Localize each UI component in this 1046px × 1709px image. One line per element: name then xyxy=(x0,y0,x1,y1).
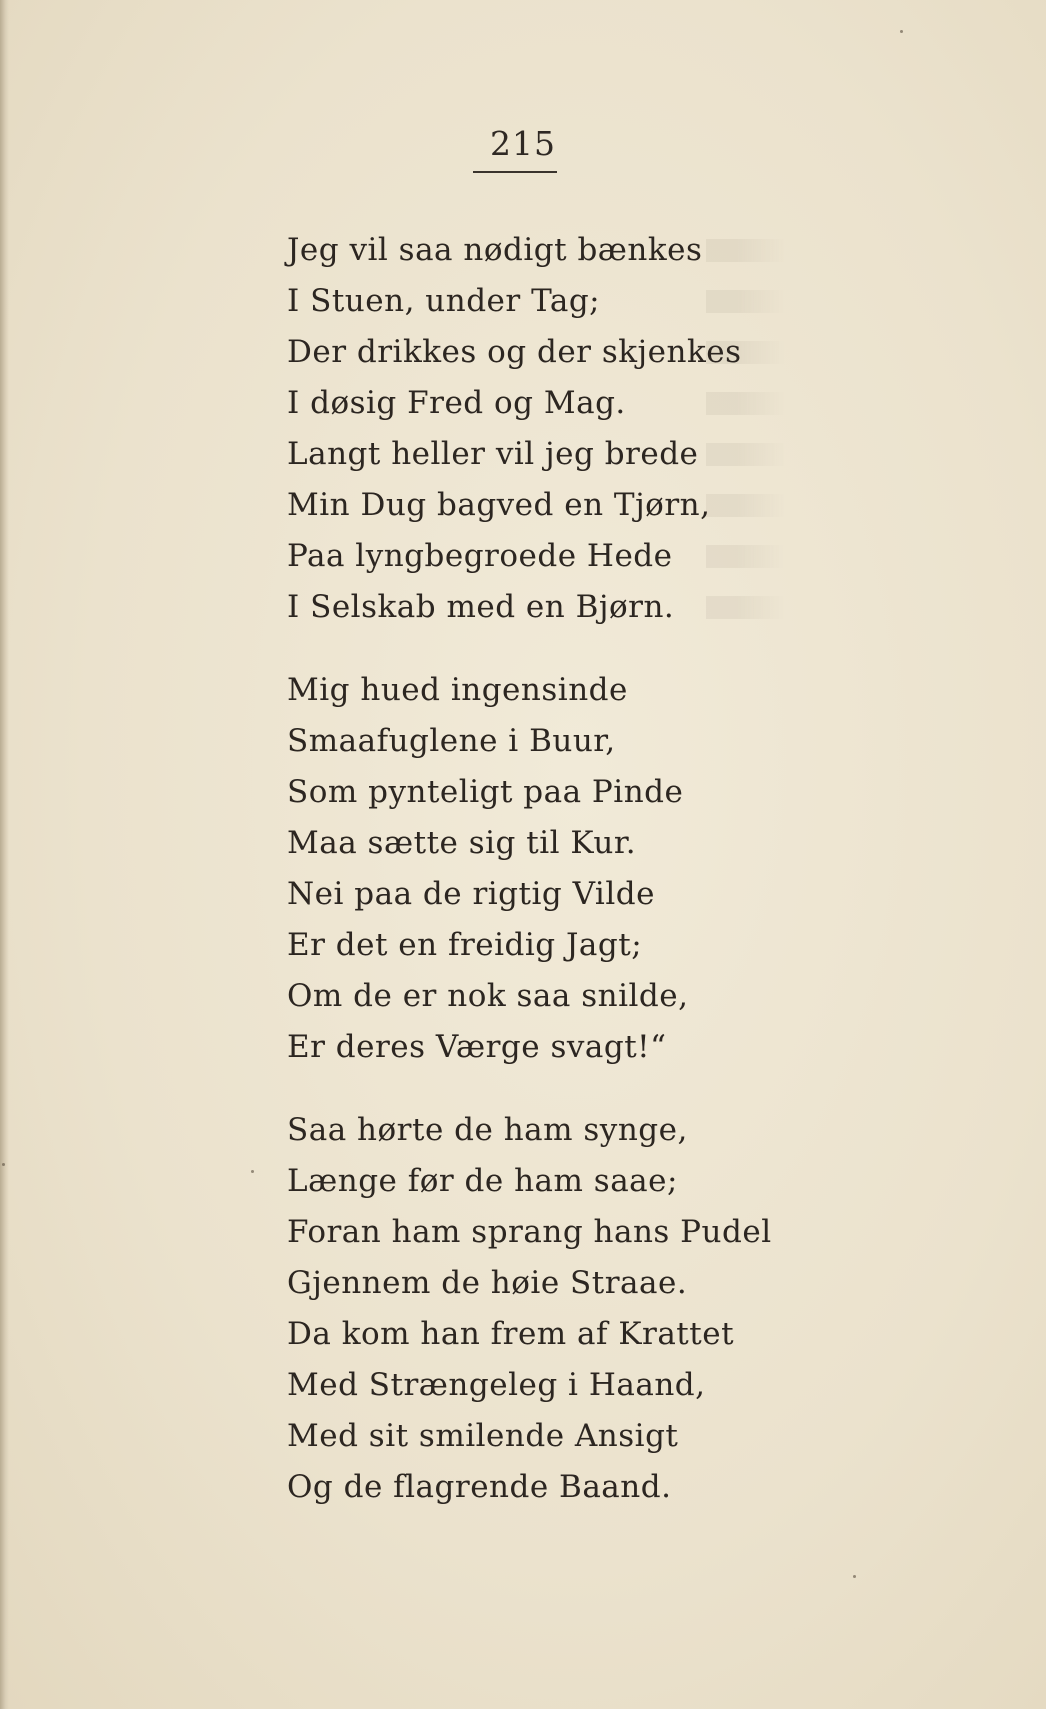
page-number: 215 xyxy=(490,124,556,163)
poem-line: Med Strængeleg i Haand, xyxy=(287,1367,706,1403)
poem-line: Jeg vil saa nødigt bænkes xyxy=(287,232,703,268)
poem-line: I Stuen, under Tag; xyxy=(287,283,601,319)
poem-line: Om de er nok saa snilde, xyxy=(287,978,689,1014)
poem-line: Maa sætte sig til Kur. xyxy=(287,825,637,861)
paper-speck xyxy=(853,1575,856,1578)
poem-line: Nei paa de rigtig Vilde xyxy=(287,876,655,912)
poem-line: Mig hued ingensinde xyxy=(287,672,628,708)
poem-line: Paa lyngbegroede Hede xyxy=(287,538,673,574)
poem-line: Langt heller vil jeg brede xyxy=(287,436,699,472)
paper-speck xyxy=(900,30,903,33)
stanza-1 xyxy=(287,225,907,633)
paper-speck xyxy=(251,1170,254,1173)
poem-line: I døsig Fred og Mag. xyxy=(287,385,626,421)
poem-line: Længe før de ham saae; xyxy=(287,1163,678,1199)
poem-line: Da kom han frem af Krattet xyxy=(287,1316,735,1352)
poem-line: Er det en freidig Jagt; xyxy=(287,927,643,963)
paper-speck xyxy=(2,1163,5,1166)
poem-line: Saa hørte de ham synge, xyxy=(287,1112,688,1148)
page-number-rule xyxy=(473,171,557,173)
poem-line: Foran ham sprang hans Pudel xyxy=(287,1214,772,1250)
poem-line: Der drikkes og der skjenkes xyxy=(287,334,742,370)
poem-line: I Selskab med en Bjørn. xyxy=(287,589,675,625)
poem-line: Er deres Værge svagt!“ xyxy=(287,1029,667,1065)
poem-line: Min Dug bagved en Tjørn, xyxy=(287,487,711,523)
poem-line: Med sit smilende Ansigt xyxy=(287,1418,679,1454)
page-edge-shadow xyxy=(0,0,9,1709)
poem-line: Som pynteligt paa Pinde xyxy=(287,774,684,810)
poem-line: Gjennem de høie Straae. xyxy=(287,1265,688,1301)
stanza-2 xyxy=(287,665,907,1073)
poem-line: Og de flagrende Baand. xyxy=(287,1469,672,1505)
stanza-3 xyxy=(287,1105,907,1513)
poem-line: Smaafuglene i Buur, xyxy=(287,723,616,759)
poem-text xyxy=(287,225,907,1545)
